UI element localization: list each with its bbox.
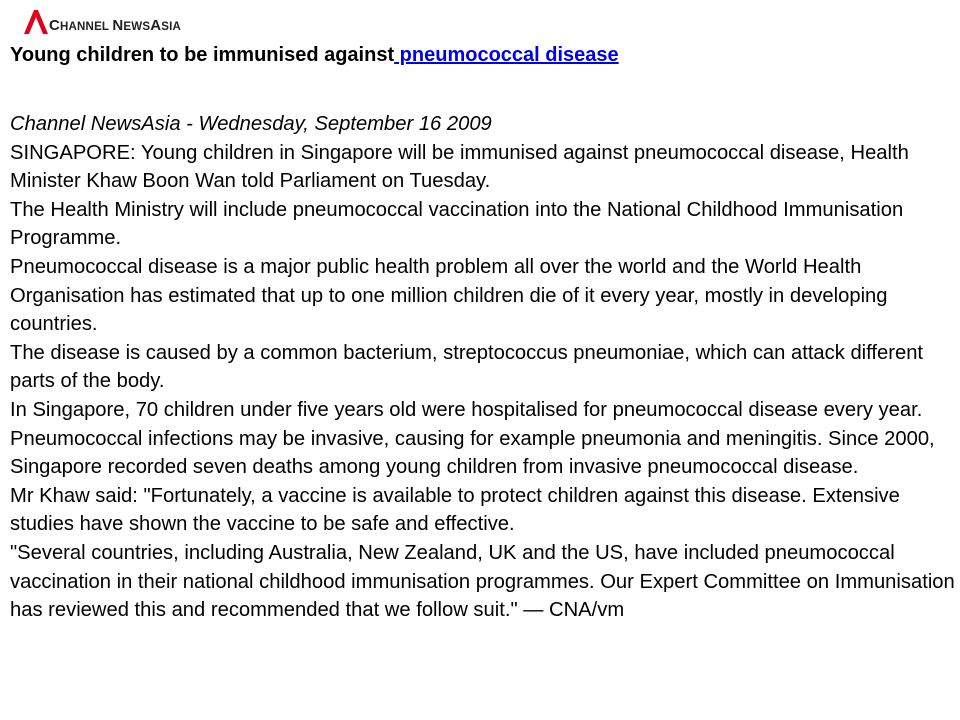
article-paragraph-4: The disease is caused by a common bacterium, streptococcus pneumoniae, which can attack different parts of the body. — [10, 341, 924, 393]
article-paragraph-6: Pneumococcal infections may be invasive, causing for example pneumonia and meningitis. Since 2000, Singapore recorded seven deaths among young children from invasive pneumococcal disease. — [10, 427, 935, 479]
logo-letters-sia: SIA — [161, 21, 182, 33]
article-paragraph-5: In Singapore, 70 children under five years old were hospitalised for pneumococcal disease every year. — [10, 398, 923, 421]
headline-text: Young children to be immunised against — [10, 44, 395, 66]
article-paragraph-1: SINGAPORE: Young children in Singapore will be immunised against pneumococcal disease, Health Minister Khaw Boon Wan told Parliament on Tuesday. — [10, 141, 909, 193]
logo-letter-n: N — [112, 17, 124, 34]
logo-letters-ews: EWS — [123, 21, 151, 33]
article-paragraph-8: "Several countries, including Australia, New Zealand, UK and the US, have included pneumococcal vaccination in their national childhood immunisation programmes. Our Expert Committee on Immunisation has reviewed this and recommended that we follow suit." — CNA/vm — [10, 541, 955, 622]
article-byline: Channel NewsAsia - Wednesday, September 16 2009 — [10, 113, 492, 135]
headline-topic-link[interactable]: pneumococcal disease — [394, 44, 619, 66]
logo-letters-hannel: HANNEL — [60, 21, 113, 33]
logo-letter-a: A — [150, 17, 162, 34]
logo-letter-c: C — [49, 17, 61, 34]
article-paragraph-2: The Health Ministry will include pneumococcal vaccination into the National Childhood Immunisation Programme. — [10, 198, 904, 250]
article-body — [10, 110, 955, 625]
logo-wordmark — [49, 18, 181, 34]
logo-mark-icon — [22, 9, 48, 35]
article-paragraph-7: Mr Khaw said: "Fortunately, a vaccine is available to protect children against this disease. Extensive studies have shown the vaccine to be safe and effective. — [10, 484, 900, 536]
article-headline — [10, 43, 619, 67]
article-paragraph-3: Pneumococcal disease is a major public health problem all over the world and the World Health Organisation has estimated that up to one million children die of it every year, mostly in developing countries. — [10, 255, 888, 336]
channel-newsasia-logo — [22, 5, 181, 35]
